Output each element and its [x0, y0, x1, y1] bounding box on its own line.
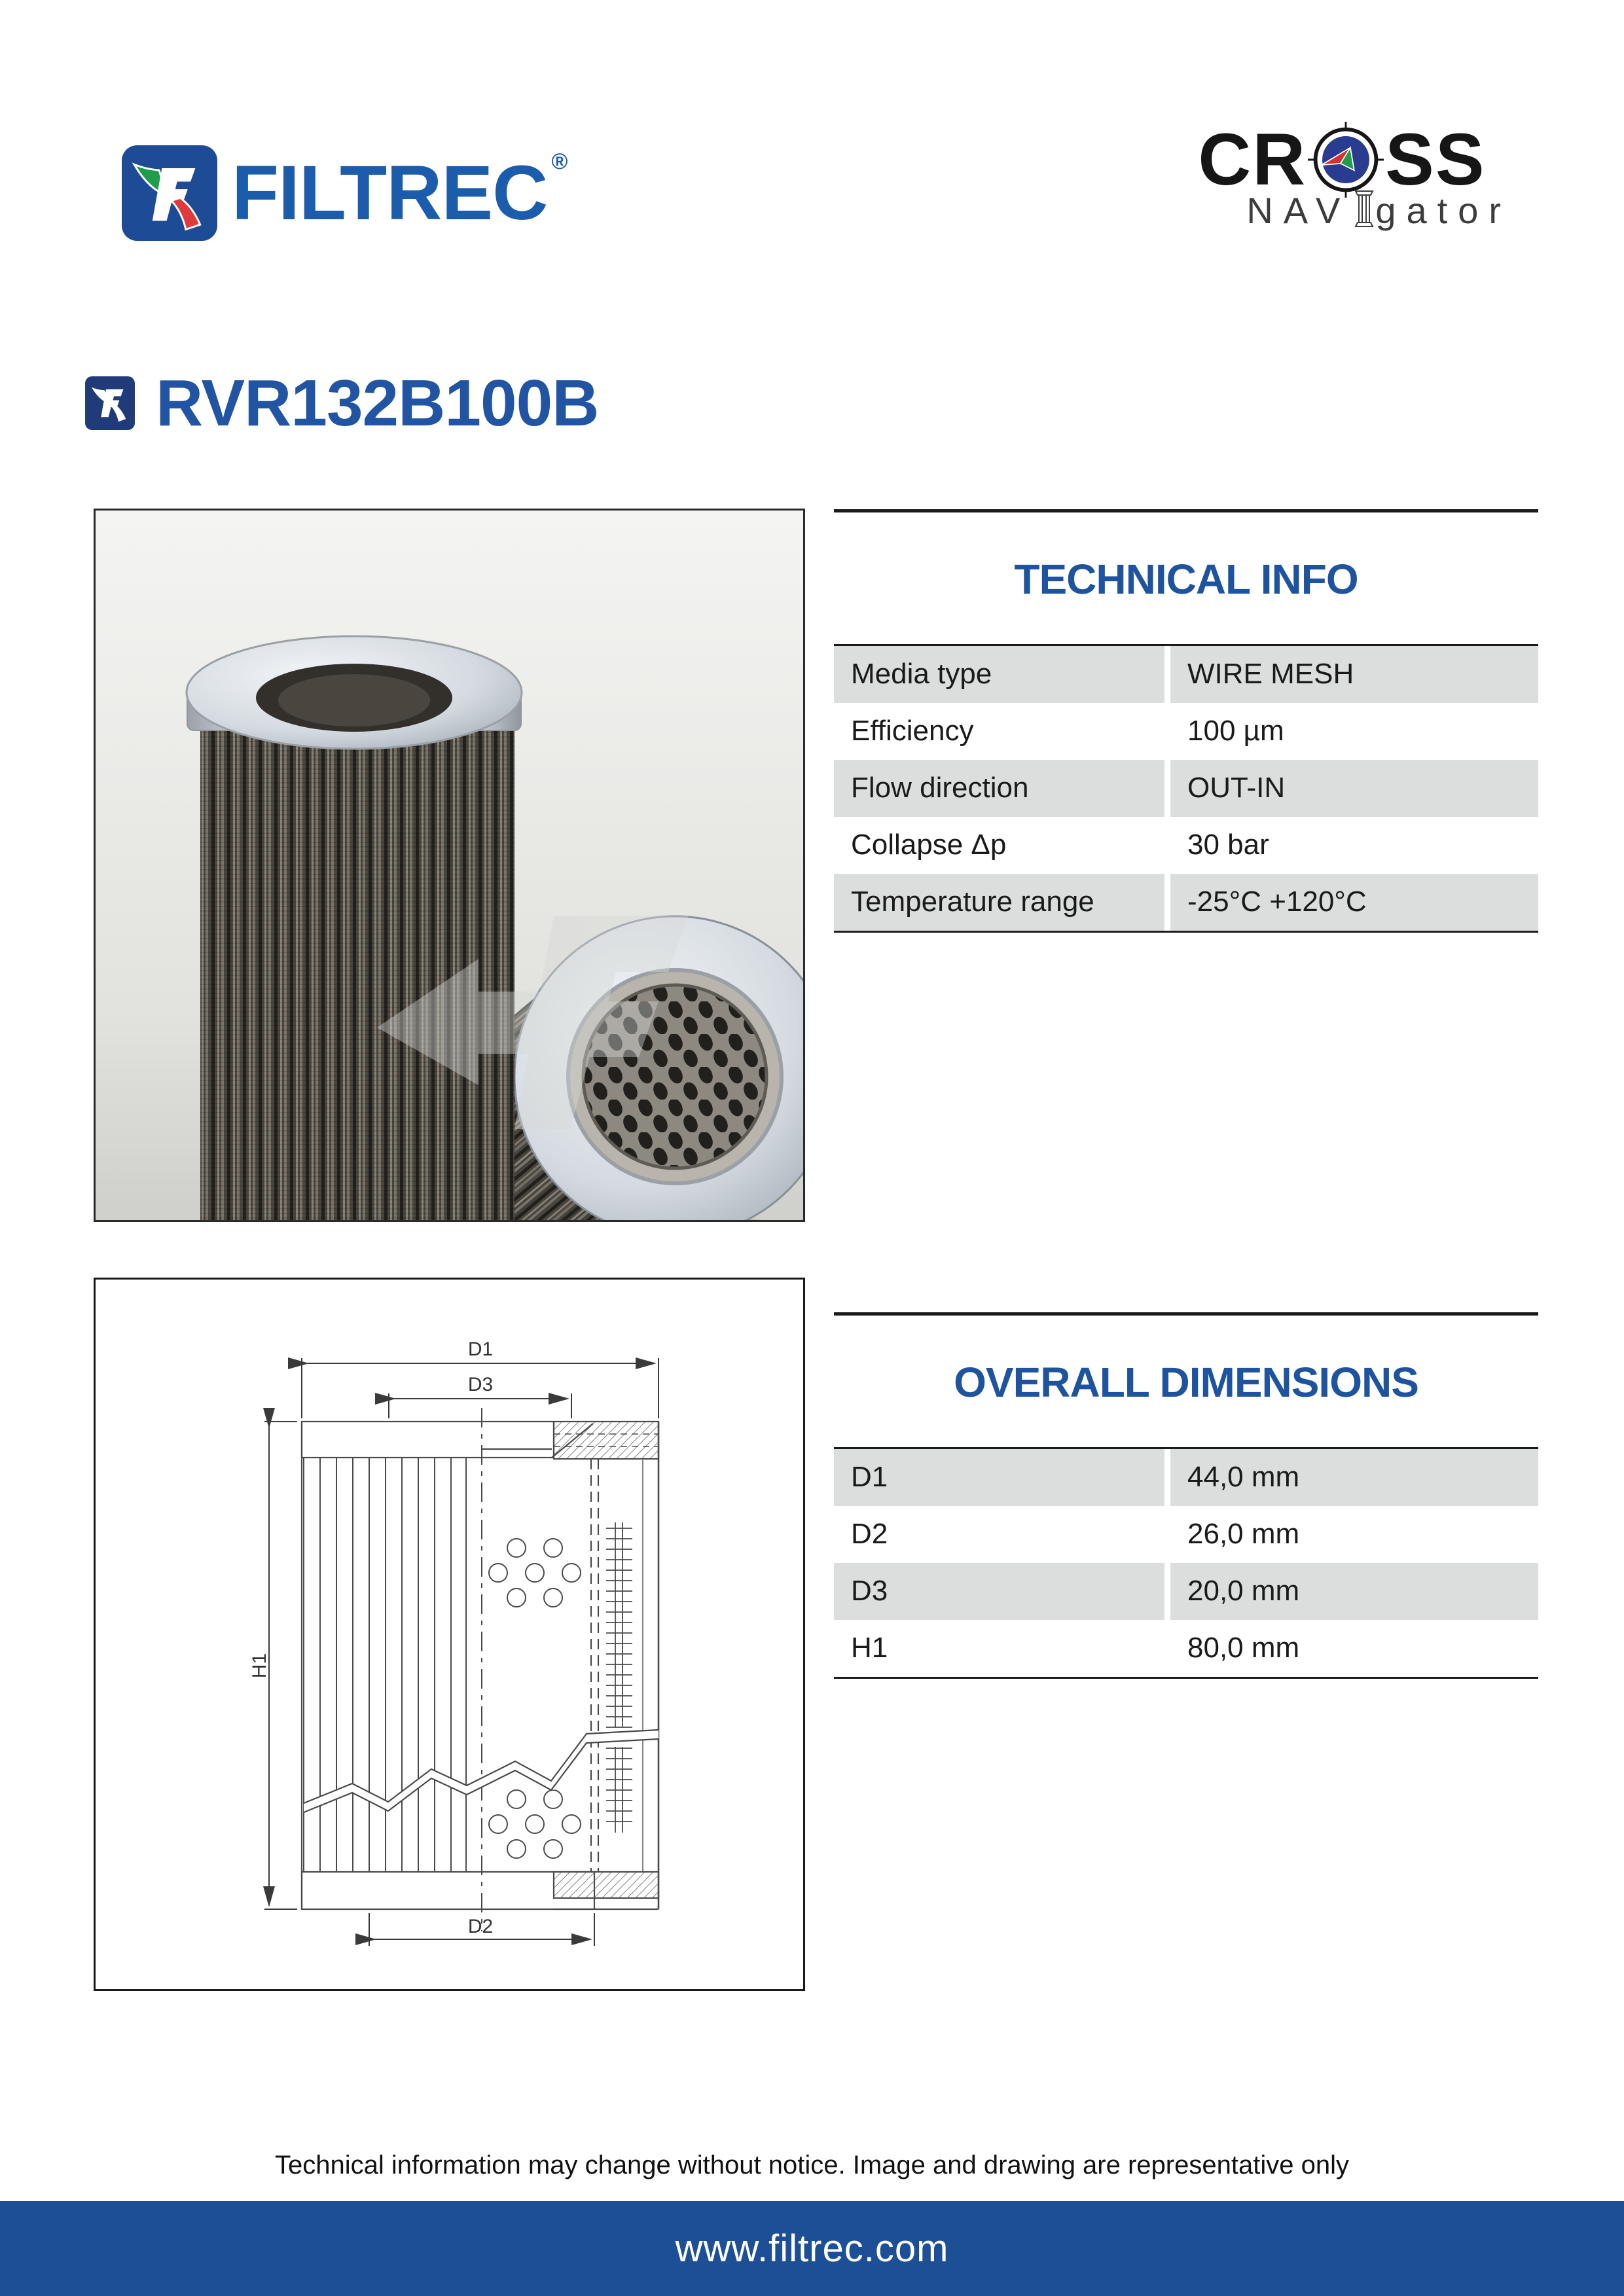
cross-logo-cr: CR [1198, 118, 1307, 200]
spec-label: Efficiency [834, 703, 1164, 760]
drawing-label-d1: D1 [467, 1338, 494, 1360]
spec-label: Temperature range [834, 874, 1164, 931]
filter-element-photo-illustration [96, 511, 803, 1220]
dim-label: H1 [834, 1620, 1164, 1677]
cross-logo-ss: SS [1385, 118, 1486, 200]
website-link[interactable]: www.filtrec.com [675, 2227, 949, 2270]
column-gap [1164, 1563, 1170, 1620]
drawing-label-d2: D2 [467, 1916, 494, 1937]
cross-logo-line2 [1246, 188, 1511, 229]
dimension-drawing [96, 1280, 803, 1989]
cross-logo-gator: gator [1375, 190, 1511, 231]
standing-filter [187, 636, 522, 1220]
spec-label: Flow direction [834, 760, 1164, 817]
column-gap [1164, 646, 1170, 703]
overall-dimensions-title: OVERALL DIMENSIONS [954, 1359, 1418, 1406]
registered-trademark-symbol: ® [551, 149, 568, 174]
column-gap [1164, 874, 1170, 931]
filtrec-logo [122, 145, 568, 241]
table-row [834, 874, 1538, 931]
spec-value: OUT-IN [1170, 760, 1538, 817]
product-code: RVR132B100B [156, 367, 599, 440]
disclaimer-text: Technical information may change without notice. Image and drawing are representative only [275, 2151, 1349, 2179]
column-gap [1164, 760, 1170, 817]
section-divider [834, 1312, 1538, 1316]
product-photo [94, 509, 805, 1222]
spec-value: 100 µm [1170, 703, 1538, 760]
dim-label: D3 [834, 1563, 1164, 1620]
table-row [834, 1620, 1538, 1677]
product-title-row [85, 367, 599, 440]
section-divider [834, 509, 1538, 512]
spec-value: -25°C +120°C [1170, 874, 1538, 931]
table-row [834, 1506, 1538, 1563]
table-row [834, 760, 1538, 817]
filtrec-wordmark: FILTREC [232, 150, 548, 236]
column-gap [1164, 703, 1170, 760]
column-icon [1354, 188, 1374, 229]
column-gap [1164, 817, 1170, 874]
dim-value: 20,0 mm [1170, 1563, 1538, 1620]
table-row [834, 646, 1538, 703]
column-gap [1164, 1506, 1170, 1563]
spec-label: Media type [834, 646, 1164, 703]
table-row [834, 1563, 1538, 1620]
technical-drawing [94, 1278, 805, 1991]
dim-value: 44,0 mm [1170, 1449, 1538, 1506]
overall-dimensions-section [834, 1312, 1538, 1679]
column-gap [1164, 1620, 1170, 1677]
cross-logo-nav: NAV [1246, 190, 1351, 231]
technical-info-table [834, 644, 1538, 933]
table-row [834, 817, 1538, 874]
spec-label: Collapse Δp [834, 817, 1164, 874]
filtrec-logo-mark-icon [122, 145, 217, 241]
compass-icon [1308, 122, 1384, 198]
technical-info-title: TECHNICAL INFO [1014, 556, 1358, 603]
cross-logo-line1 [1198, 118, 1486, 200]
footer-bar [0, 2201, 1624, 2296]
dim-value: 26,0 mm [1170, 1506, 1538, 1563]
technical-info-section [834, 509, 1538, 933]
overall-dimensions-table [834, 1447, 1538, 1679]
drawing-label-d3: D3 [467, 1374, 494, 1395]
drawing-label-h1: H1 [249, 1653, 270, 1679]
table-row [834, 703, 1538, 760]
dim-value: 80,0 mm [1170, 1620, 1538, 1677]
product-code-icon [85, 376, 135, 430]
cross-navigator-logo [1198, 118, 1511, 231]
spec-value: WIRE MESH [1170, 646, 1538, 703]
dim-label: D1 [834, 1449, 1164, 1506]
column-gap [1164, 1449, 1170, 1506]
spec-value: 30 bar [1170, 817, 1538, 874]
dim-label: D2 [834, 1506, 1164, 1563]
table-row [834, 1449, 1538, 1506]
